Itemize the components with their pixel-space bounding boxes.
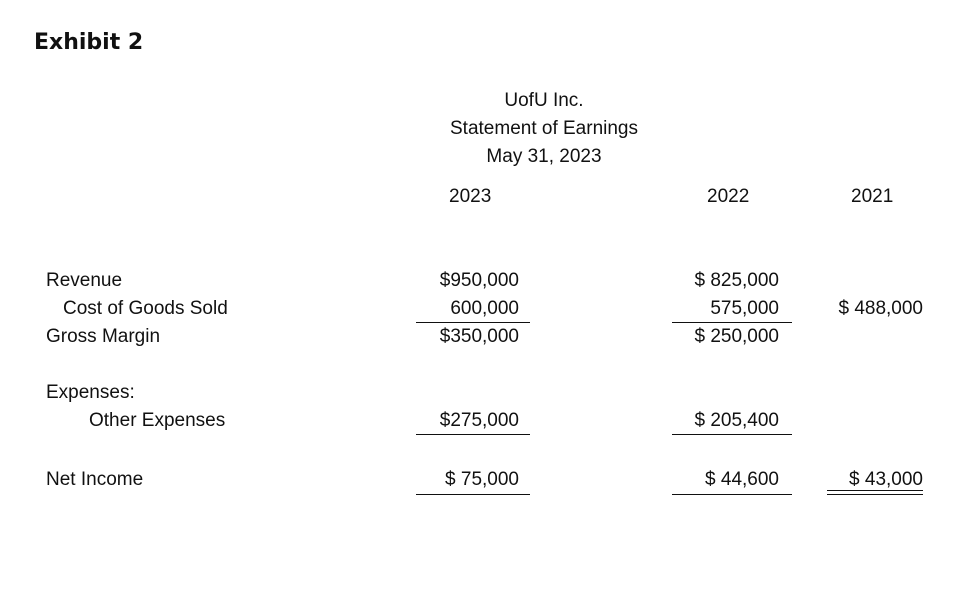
cogs-2023: 600,000 [450,298,519,319]
label-expenses: Expenses: [46,382,135,403]
gross-margin-2022: $ 250,000 [694,326,779,347]
revenue-2023: $950,000 [439,270,519,291]
rule-other-expenses-2022 [672,434,792,435]
label-revenue: Revenue [46,270,123,291]
cogs-2021: $ 488,000 [838,298,923,319]
year-header-2022: 2022 [707,186,750,207]
double-rule-net-income-2021 [827,490,923,495]
year-header-2023: 2023 [449,186,492,207]
rule-net-income-2023 [416,494,530,495]
exhibit-title: Exhibit 2 [34,30,144,55]
gross-margin-2023: $350,000 [439,326,519,347]
other-expenses-2023: $275,000 [439,410,519,431]
net-income-2022: $ 44,600 [705,469,779,490]
statement-date: May 31, 2023 [486,146,602,167]
label-net-income: Net Income [46,469,144,490]
label-other-expenses: Other Expenses [89,410,226,431]
rule-net-income-2022 [672,494,792,495]
rule-cogs-2022 [672,322,792,323]
rule-cogs-2023 [416,322,530,323]
label-cogs: Cost of Goods Sold [63,298,228,319]
statement-title: Statement of Earnings [450,118,638,139]
net-income-2021: $ 43,000 [849,469,923,490]
revenue-2022: $ 825,000 [694,270,779,291]
rule-other-expenses-2023 [416,434,530,435]
year-header-2021: 2021 [851,186,894,207]
cogs-2022: 575,000 [710,298,779,319]
other-expenses-2022: $ 205,400 [694,410,779,431]
company-name: UofU Inc. [504,90,584,111]
net-income-2023: $ 75,000 [445,469,519,490]
label-gross-margin: Gross Margin [46,326,161,347]
